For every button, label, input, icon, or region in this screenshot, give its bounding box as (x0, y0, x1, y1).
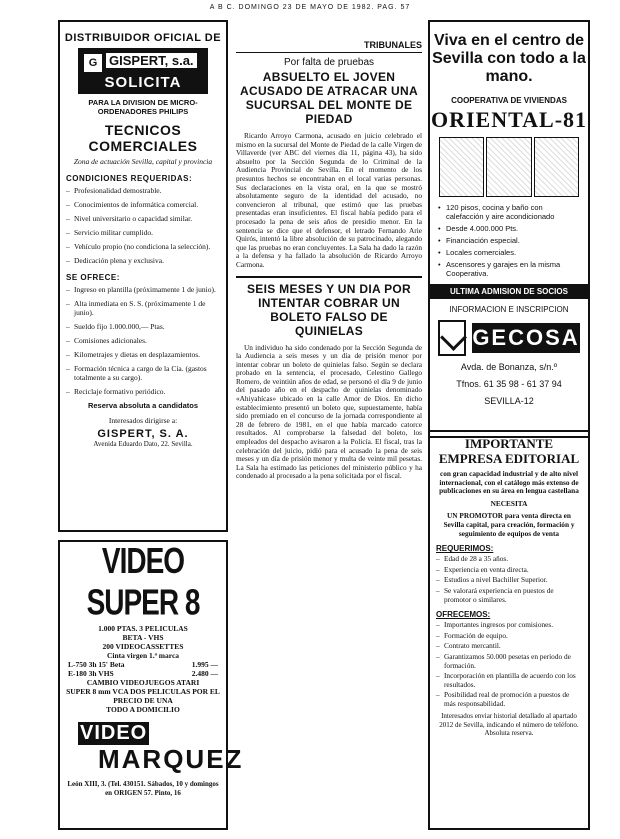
division-text: PARA LA DIVISION DE MICRO-ORDENADORES PHILIPS (88, 98, 198, 116)
article-headline: ABSUELTO EL JOVEN ACUSADO DE ATRACAR UNA SUCURSAL DEL MONTE DE PIEDAD (240, 70, 418, 126)
list-item: – Comisiones adicionales. (66, 336, 220, 345)
promotor-text: UN PROMOTOR para venta directa en Sevilla capital, para creación, formación y seguimiento de equipos de venta (443, 511, 575, 538)
news-column (236, 40, 422, 830)
list-item: – Formación técnica a cargo de la Cía. (gastos totalmente a su cargo). (66, 364, 220, 382)
interesados-text: Interesados dirigirse a: (108, 416, 178, 425)
article-headline: SEIS MESES Y UN DIA POR INTENTAR COBRAR UN BOLETO FALSO DE QUINIELAS (246, 281, 412, 338)
oriental-name: ORIENTAL-81 (430, 107, 588, 132)
building-illustration (439, 137, 579, 197)
price-value: 1.995 — (191, 660, 218, 669)
list-item: – Sueldo fijo 1.000.000,— Ptas. (66, 322, 220, 331)
list-item: – Vehículo propio (no condiciona la selección). (66, 242, 220, 251)
list-item: • Locales comerciales. (438, 248, 580, 257)
list-item: – Kilometrajes y dietas en desplazamientos. (66, 350, 220, 359)
viva-headline: Viva en el centro de Sevilla con todo a la mano. (432, 32, 586, 85)
requisitos-heading: CONDICIONES REQUERIDAS: (66, 174, 193, 183)
video-line: SUPER 8 mm VCA DOS PELICULAS POR EL PRECIO DE UNA (66, 687, 220, 705)
list-item: – Estudios a nivel Bachiller Superior. (436, 576, 582, 585)
video-line: TODO A DOMICILIO (106, 705, 180, 714)
video-line: BETA - VHS (122, 633, 164, 642)
necesita-label: NECESITA (490, 498, 528, 508)
gecosa-arrow-icon (438, 320, 466, 356)
company-address: Avenida Eduardo Dato, 22. Sevilla. (93, 440, 193, 448)
divider (236, 276, 422, 278)
oriental-ad (428, 20, 590, 438)
list-item: – Formación de equipo. (436, 632, 582, 641)
requerimos-list (436, 555, 582, 604)
logo-video-text: VIDEO (80, 722, 148, 744)
brand-name: GISPERT, s.a. (106, 53, 197, 68)
editorial-ad (428, 430, 590, 830)
logo-marquez-text: MARQUEZ (98, 744, 244, 774)
list-item: – Se valorará experiencia en puestos de promotor o similares. (436, 587, 582, 604)
reserva-text: Reserva absoluta a candidatos (87, 401, 199, 410)
video-title: VIDEO SUPER 8 (86, 540, 200, 623)
video-footer: León XIII, 3. (Tel. 430151. Sábados, 10 y domingos en ORIGEN 57. Pinto, 16 (67, 780, 219, 797)
role-title: TECNICOS COMERCIALES (88, 122, 198, 154)
editorial-footer: Interesados enviar historial detallado al apartado 2012 de Sevilla, indicando el número de teléfono. Absoluta reserva. (439, 712, 579, 738)
article-body: Ricardo Arroyo Carmona, acusado en juicio celebrado el mismo en la sucursal del Monte de Piedad de la calle Virgen de Villaverde (ver ABC del viernes día 11, página 43), ha sido absuelto por la Sección Segunda de lo Criminal de la Audiencia Provincial de Sevilla. En el momento de los presuntos hechos se encontraban en el local varias personas. Sus declaraciones en la vista oral, en la que se mostró absolutamente seguro de la identidad del acusado, no convencieron al tribunal, que estimó que las pruebas presentadas eran insuficientes. El fiscal había pedido para el procesado la pena de seis años de presidio menor. En la sentencia se dice que el defensor, el letrado Fernando Arie Quirós, intentó la libre absolución de su patrocinado, alegando que las pruebas no eran concluyentes. La Sala ha dado la razón a la defensa y ha fallado la absolución de Ricardo Arroyo Carmona. (236, 131, 422, 269)
gispert-logo-block (78, 48, 208, 94)
list-item: – Contrato mercantil. (436, 642, 582, 651)
video-ad (58, 540, 244, 830)
video-line: 200 VIDEOCASSETTES (102, 642, 184, 651)
phones-line: Tfnos. 61 35 98 - 61 37 94 (456, 379, 562, 389)
gecosa-name: GECOSA (472, 323, 580, 353)
price-row (60, 660, 226, 669)
list-item: • Financiación especial. (438, 236, 580, 245)
price-label: E-180 3h VHS (68, 669, 114, 678)
list-item: – Conocimientos de informática comercial. (66, 200, 220, 209)
features-list (438, 203, 580, 278)
list-item: – Experiencia en venta directa. (436, 566, 582, 575)
article-kicker: Por falta de pruebas (283, 57, 375, 68)
list-item: • Ascensores y garajes en la misma Cooperativa. (438, 260, 580, 278)
zona-text: Zona de actuación Sevilla, capital y provincia (73, 157, 213, 166)
list-item: – Importantes ingresos por comisiones. (436, 621, 582, 630)
ofrece-heading: SE OFRECE: (66, 273, 120, 282)
section-label: TRIBUNALES (236, 40, 422, 53)
requisitos-list (66, 186, 220, 265)
page-header: A B C. DOMINGO 23 DE MAYO DE 1982. PAG. 57 (209, 4, 411, 11)
price-row (60, 669, 226, 678)
list-item: – Ingreso en plantilla (próximamente 1 de junio). (66, 285, 220, 294)
building-icon (486, 137, 531, 197)
building-icon (439, 137, 484, 197)
list-item: – Edad de 28 a 35 años. (436, 555, 582, 564)
list-item: – Incorporación en plantilla de acuerdo con los resultados. (436, 672, 582, 689)
list-item: – Alta inmediata en S. S. (próximamente 1 de junio). (66, 299, 220, 317)
editorial-title: IMPORTANTE EMPRESA EDITORIAL (438, 436, 580, 466)
coop-label: COOPERATIVA DE VIVIENDAS (451, 96, 567, 105)
building-icon (534, 137, 579, 197)
list-item: – Garantizamos 50.000 pesetas en período de formación. (436, 653, 582, 670)
ad-title: DISTRIBUIDOR OFICIAL DE (64, 32, 222, 44)
video-line: CAMBIO VIDEOJUEGOS ATARI (86, 678, 200, 687)
company-name: GISPERT, S. A. (97, 428, 189, 440)
price-value: 2.480 — (191, 669, 218, 678)
price-label: L-750 3h 15' Beta (68, 660, 125, 669)
list-item: – Nivel universitario o capacidad similar. (66, 214, 220, 223)
ultima-banner: ULTIMA ADMISION DE SOCIOS (430, 284, 588, 299)
gispert-logo-icon: G (84, 54, 102, 72)
video-marquez-logo (78, 722, 244, 776)
ofrecemos-heading: OFRECEMOS: (436, 610, 491, 620)
list-item: • 120 pisos, cocina y baño con calefacción y aire acondicionado (438, 203, 580, 221)
city-line: SEVILLA-12 (484, 396, 534, 406)
gecosa-logo-row (438, 320, 580, 356)
editorial-intro: con gran capacidad industrial y de alto nivel internacional, con el catálogo más extenso de publicaciones en su área en lengua castellana (439, 469, 579, 496)
address-line: Avda. de Bonanza, s/n.º (460, 362, 558, 372)
list-item: • Desde 4.000.000 Pts. (438, 224, 580, 233)
article-body: Un individuo ha sido condenado por la Sección Segunda de la Audiencia a seis meses y un día de prisión menor por intentar cobrar un boleto de quinielas falso. Según se declara probado en la sentencia, el procesado, Celestino Gallego Romero, de veintiún años de edad, se personó el día 9 de junio del pasado año en el despacho de quinielas denominado «Ahiyahícas» ubicado en la calle Amor de Dios. En dicho establecimiento presentó un boleto que, supuestamente, había sido premiado en el concurso de la jornada correspondiente al 28 de febrero de 1981, en el que había marcado catorce resultados. Al comprobarse la falsedad del boleto, los empleados del despacho avisaron a la Policía. El fiscal, tras la celebración del juicio, pidió para el acusado la pena de seis meses y un día de prisión menor y multa de veinte mil pesetas. La Sala ha estimado las peticiones del ministerio público y ha condenado al procesado a la pena solicitada por el fiscal. (236, 342, 422, 481)
list-item: – Reciclaje formativo periódico. (66, 387, 220, 396)
info-label: INFORMACION E INSCRIPCION (449, 305, 569, 314)
video-line: 1.000 PTAS. 3 PELICULAS (98, 624, 188, 633)
list-item: – Profesionalidad demostrable. (66, 186, 220, 195)
list-item: – Servicio militar cumplido. (66, 228, 220, 237)
requerimos-heading: REQUERIMOS: (436, 544, 494, 554)
list-item: – Posibilidad real de promoción a puestos de más responsabilidad. (436, 691, 582, 708)
solicita-label: SOLICITA (104, 74, 182, 91)
ofrece-list (66, 285, 220, 396)
gispert-ad (58, 20, 228, 532)
video-line: Cinta virgen 1.ª marca (106, 651, 180, 660)
ofrecemos-list (436, 621, 582, 708)
list-item: – Dedicación plena y exclusiva. (66, 256, 220, 265)
